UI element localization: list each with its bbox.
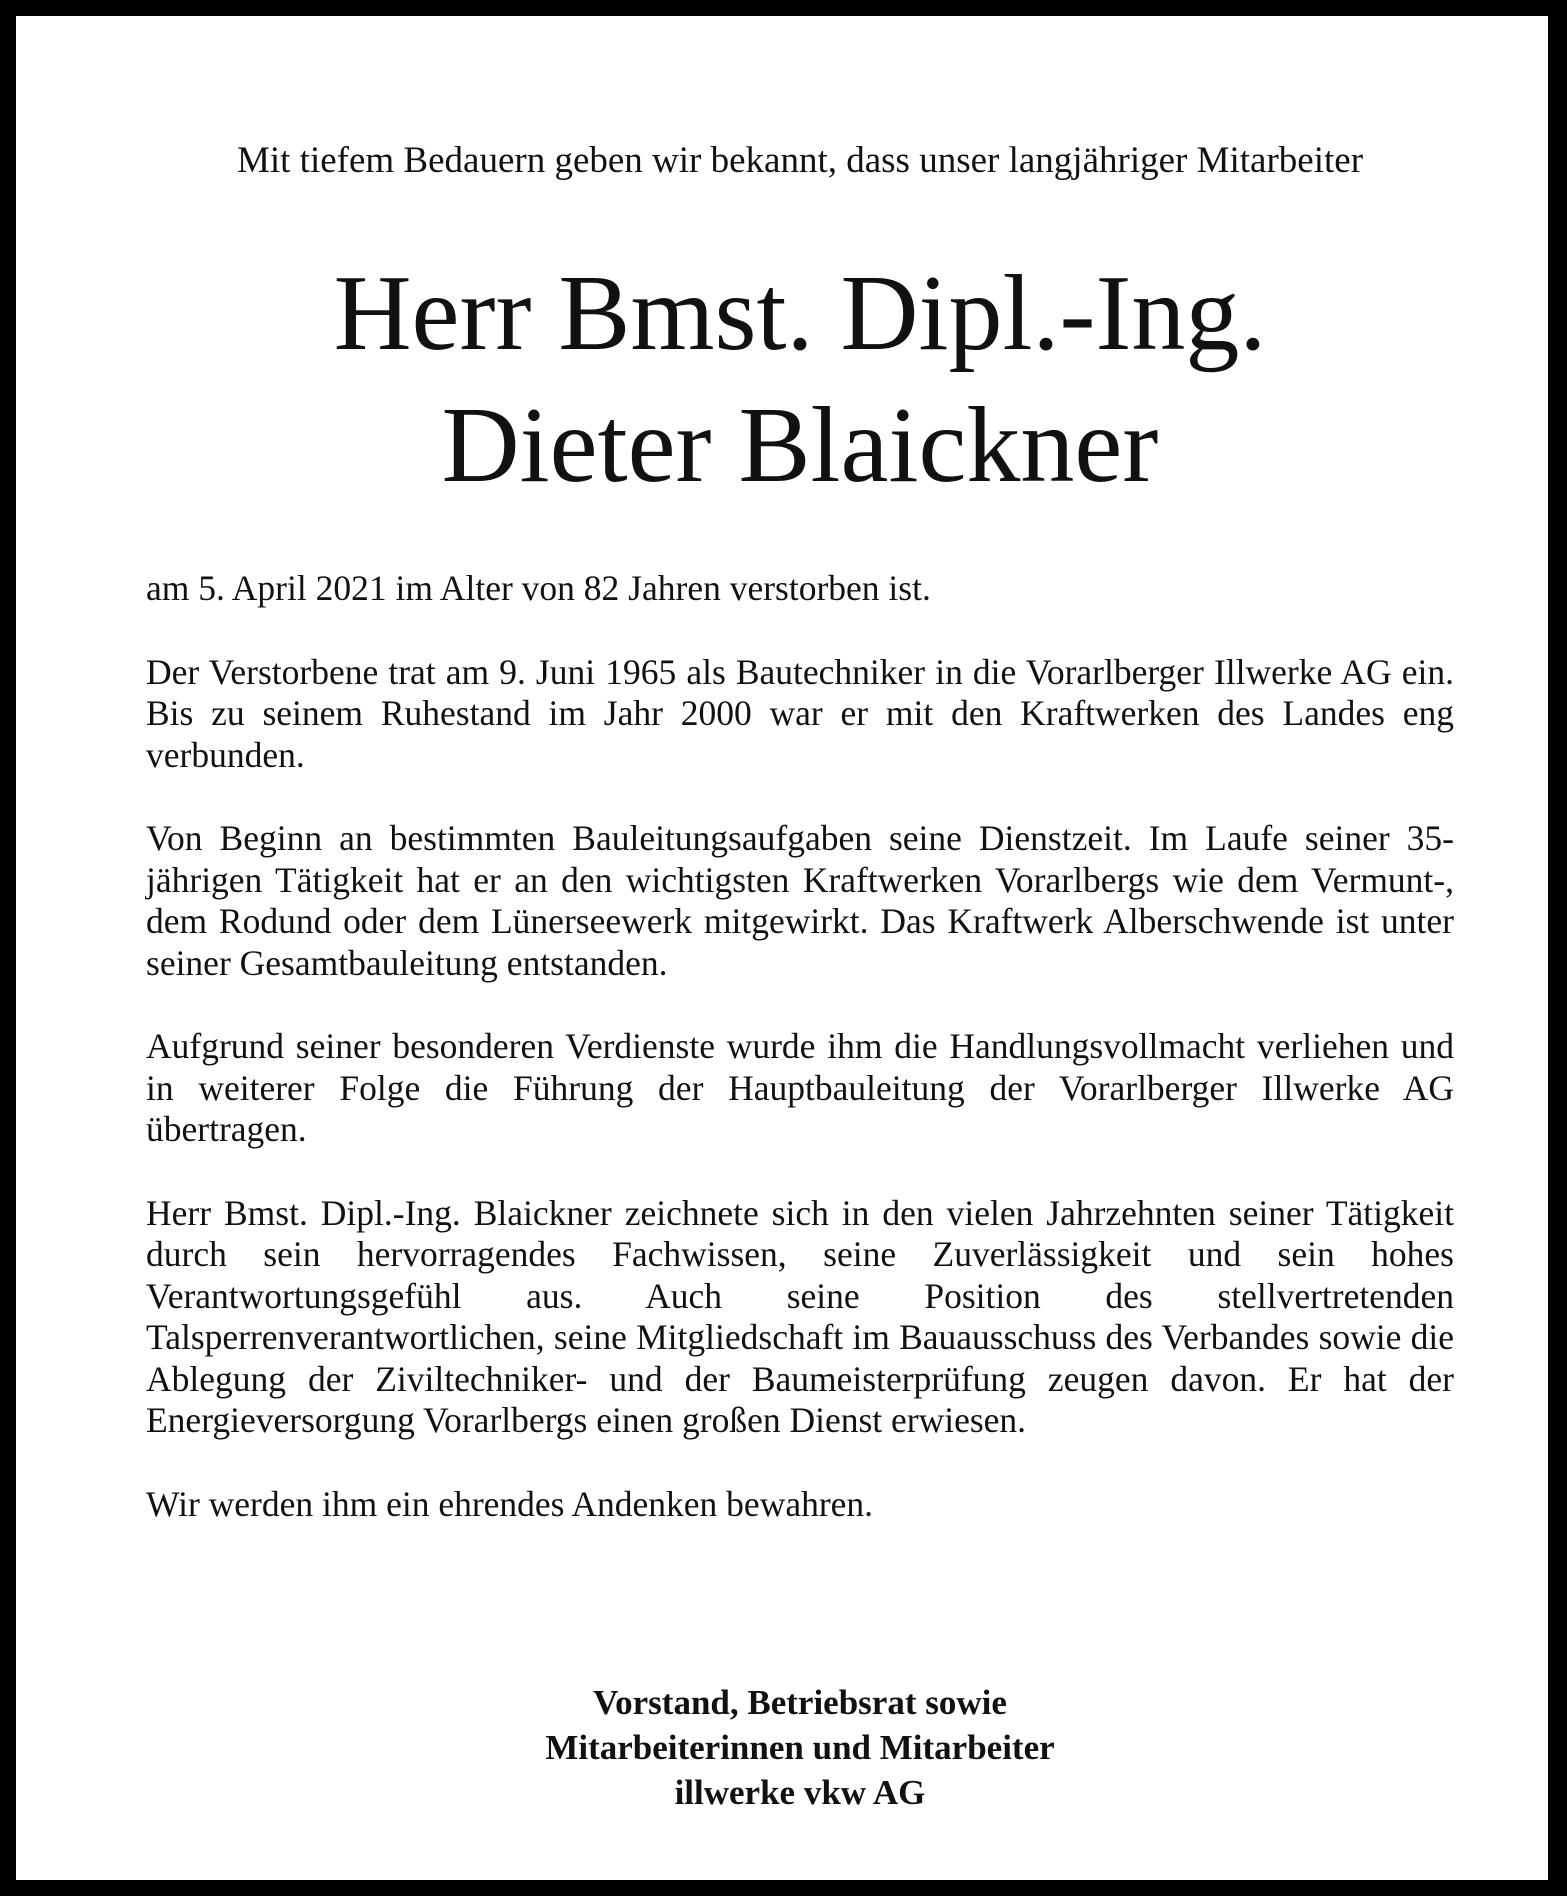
deceased-name-line-1: Herr Bmst. Dipl.-Ing.: [333, 254, 1267, 373]
paragraph-projects: Von Beginn an bestimmten Bauleitungsaufgaben seine Dienstzeit. Im Laufe seiner 35-jährigen Tätigkeit hat er an den wichtigsten Kraftwerken Vorarlbergs wie dem Vermunt-, dem Rodund oder dem Lünerseewerk mitgewirkt. Das Kraftwerk Alberschwende ist unter seiner Gesamtbauleitung entstanden.: [146, 818, 1454, 983]
paragraph-career-start: Der Verstorbene trat am 9. Juni 1965 als Bautechniker in die Vorarlberger Illwerke AG ein. Bis zu seinem Ruhestand im Jahr 2000 war er mit den Kraftwerken des Landes eng verbunden.: [146, 651, 1454, 775]
signature-line-3: illwerke vkw AG: [674, 1773, 926, 1812]
obituary-body: [146, 568, 1454, 1567]
signature-line-2: Mitarbeiterinnen und Mitarbeiter: [545, 1728, 1055, 1767]
signature-line-1: Vorstand, Betriebsrat sowie: [593, 1683, 1007, 1722]
paragraph-merits: Aufgrund seiner besonderen Verdienste wurde ihm die Handlungsvollmacht verliehen und in weiterer Folge die Führung der Hauptbauleitung der Vorarlberger Illwerke AG übertragen.: [146, 1026, 1454, 1149]
deceased-name: [146, 248, 1454, 512]
paragraph-character: Herr Bmst. Dipl.-Ing. Blaickner zeichnete sich in den vielen Jahrzehnten seiner Tätigkeit durch sein hervorragendes Fachwissen, seine Zuverlässigkeit und sein hohes Verantwortungsgefühl aus. Auch seine Position des stellvertretenden Talsperrenverantwortlichen, seine Mitgliedschaft im Bauausschuss des Verbandes sowie die Ablegung der Ziviltechniker- und der Baumeisterprüfung zeugen davon. Er hat der Energieversorgung Vorarlbergs einen großen Dienst erwiesen.: [146, 1192, 1454, 1440]
paragraph-closing: Wir werden ihm ein ehrendes Andenken bewahren.: [146, 1483, 874, 1524]
deceased-name-line-2: Dieter Blaickner: [441, 386, 1159, 505]
intro-text: Mit tiefem Bedauern geben wir bekannt, dass unser langjähriger Mitarbeiter: [236, 140, 1364, 181]
signature-block: [146, 1680, 1454, 1815]
paragraph-death-date: am 5. April 2021 im Alter von 82 Jahren verstorben ist.: [146, 568, 931, 608]
